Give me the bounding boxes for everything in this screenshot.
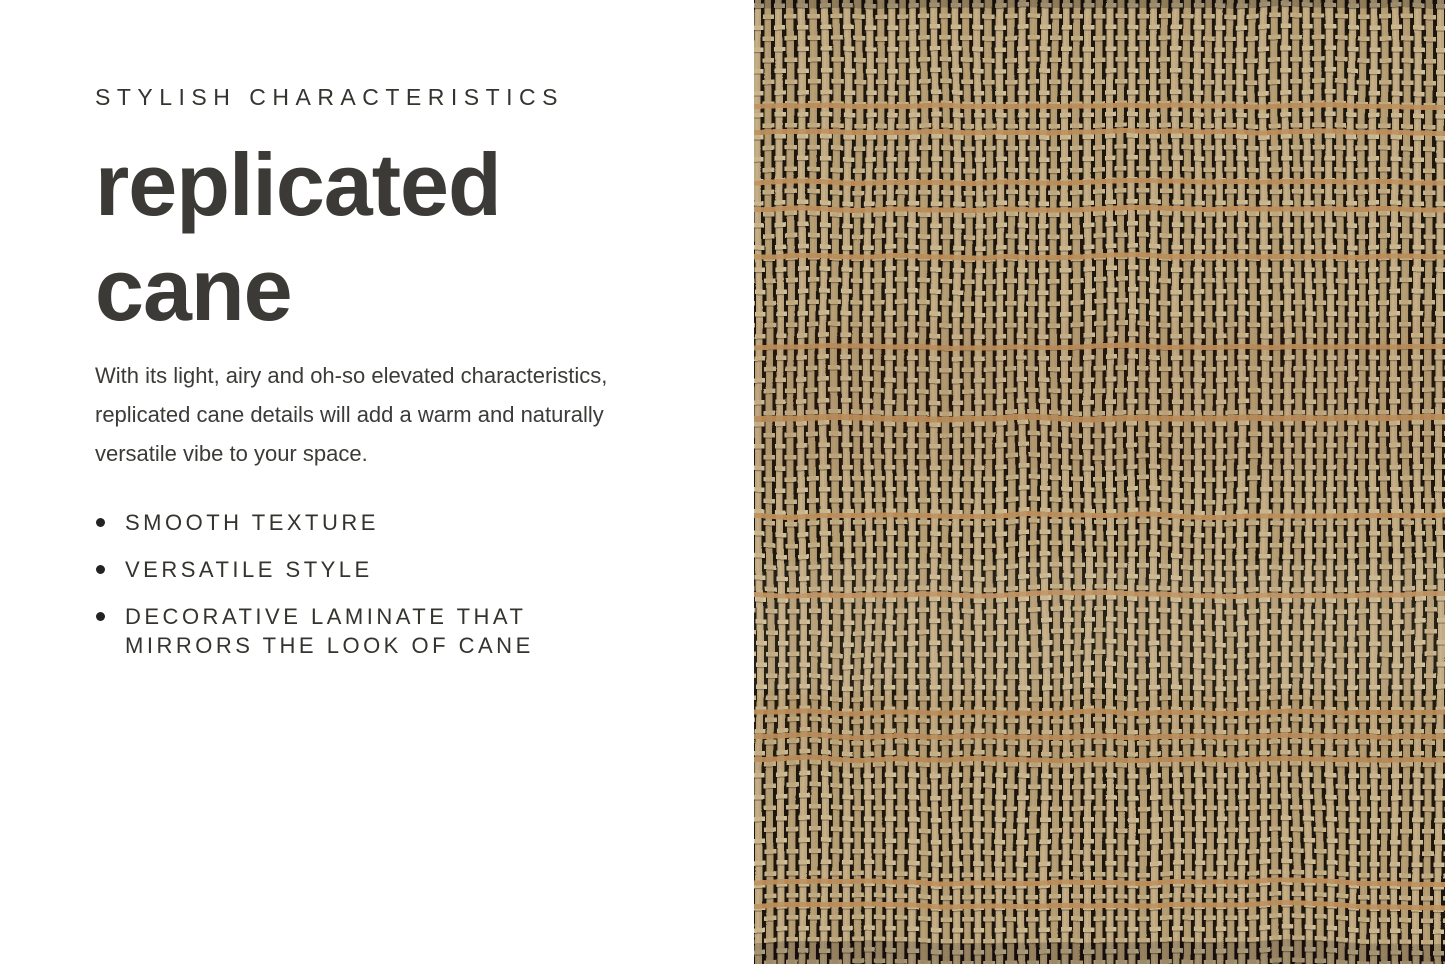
feature-label: SMOOTH TEXTURE xyxy=(125,510,379,535)
section-eyebrow: STYLISH CHARACTERISTICS xyxy=(95,84,564,110)
page-title: replicated cane xyxy=(95,135,501,339)
feature-label: DECORATIVE LAMINATE THAT MIRRORS THE LOOK OF CANE xyxy=(125,604,534,658)
feature-list xyxy=(95,508,595,660)
cane-texture-image xyxy=(754,0,1445,964)
bullet-icon xyxy=(96,612,105,621)
feature-item xyxy=(95,555,595,584)
bullet-icon xyxy=(96,565,105,574)
feature-item xyxy=(95,602,595,660)
bullet-icon xyxy=(96,518,105,527)
cane-weave-svg xyxy=(754,0,1445,964)
feature-label: VERSATILE STYLE xyxy=(125,557,373,582)
description-paragraph: With its light, airy and oh-so elevated characteristics, replicated cane details will add a warm and naturally versatile vibe to your space. xyxy=(95,363,608,466)
feature-item xyxy=(95,508,595,537)
